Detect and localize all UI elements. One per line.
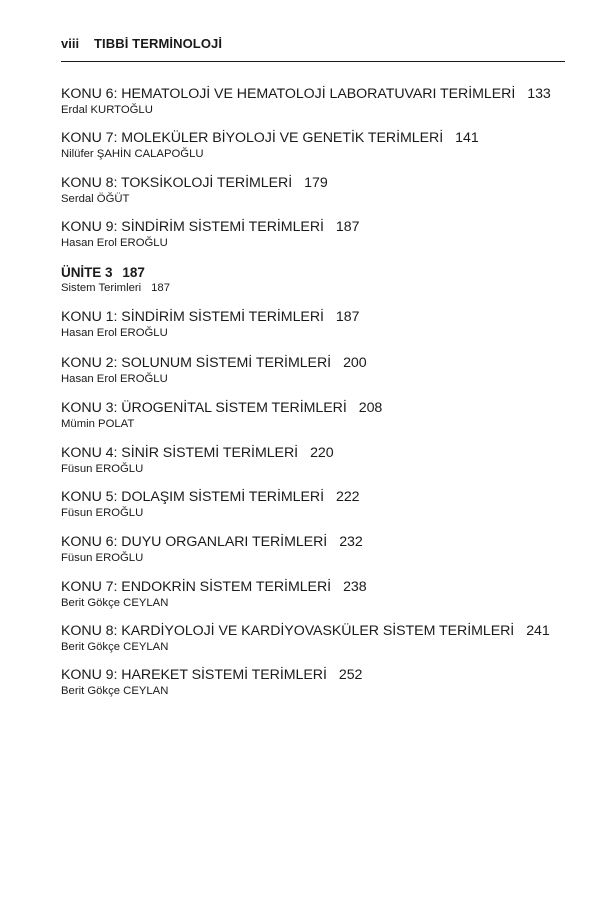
toc-entry-title: KONU 7: ENDOKRİN SİSTEM TERİMLERİ bbox=[61, 579, 332, 595]
toc-entry-title: KONU 6: HEMATOLOJİ VE HEMATOLOJİ LABORATUVARI TERİMLERİ bbox=[61, 86, 516, 102]
toc-entry-title: KONU 7: MOLEKÜLER BİYOLOJİ VE GENETİK TERİMLERİ bbox=[61, 130, 444, 146]
toc-entry-author: Nilüfer ŞAHİN CALAPOĞLU bbox=[61, 148, 204, 160]
toc-entry-title: KONU 1: SİNDİRİM SİSTEMİ TERİMLERİ bbox=[61, 309, 324, 325]
toc-entry[interactable] bbox=[61, 86, 581, 118]
toc-entry-author: Berit Gökçe CEYLAN bbox=[61, 685, 169, 697]
toc-entry-page: 179 bbox=[304, 175, 328, 191]
toc-entry-author: Füsun EROĞLU bbox=[61, 507, 144, 519]
toc-entry[interactable] bbox=[61, 130, 581, 162]
unit-title: ÜNİTE 3 bbox=[61, 265, 113, 280]
running-header bbox=[61, 36, 565, 62]
toc-entry[interactable] bbox=[61, 445, 581, 477]
toc-entry-title: KONU 9: HAREKET SİSTEMİ TERİMLERİ bbox=[61, 667, 327, 683]
toc-entry-title: KONU 8: TOKSİKOLOJİ TERİMLERİ bbox=[61, 175, 293, 191]
toc-entry-author: Füsun EROĞLU bbox=[61, 552, 144, 564]
toc-entry[interactable] bbox=[61, 489, 581, 521]
toc-entry-page: 141 bbox=[455, 130, 479, 146]
toc-entry-author: Hasan Erol EROĞLU bbox=[61, 373, 168, 385]
toc-entry[interactable] bbox=[61, 219, 581, 251]
toc-entry[interactable] bbox=[61, 579, 581, 611]
toc-entry[interactable] bbox=[61, 534, 581, 566]
toc-entry-page: 232 bbox=[339, 534, 363, 550]
toc-entry-author: Hasan Erol EROĞLU bbox=[61, 237, 168, 249]
toc-entry-title: KONU 3: ÜROGENİTAL SİSTEM TERİMLERİ bbox=[61, 400, 347, 416]
toc-entry-page: 222 bbox=[335, 489, 360, 505]
toc-entry-page: 252 bbox=[338, 667, 363, 683]
toc-entry-page: 208 bbox=[358, 400, 383, 416]
toc-entry-title: KONU 8: KARDİYOLOJİ VE KARDİYOVASKÜLER SİSTEM TERİMLERİ bbox=[61, 623, 515, 639]
toc-entry-title: KONU 6: DUYU ORGANLARI TERİMLERİ bbox=[61, 534, 328, 550]
toc-entry-author: Erdal KURTOĞLU bbox=[61, 104, 153, 116]
page-number: viii bbox=[61, 36, 80, 51]
toc-entry-author: Mümin POLAT bbox=[61, 418, 135, 430]
unit-subtitle-page: 187 bbox=[151, 282, 170, 294]
toc-entry[interactable] bbox=[61, 309, 581, 341]
unit-subtitle: Sistem Terimleri bbox=[61, 282, 142, 294]
toc-entry-page: 238 bbox=[343, 579, 367, 595]
toc-entry-page: 220 bbox=[310, 445, 334, 461]
toc-entry-author: Serdal ÖĞÜT bbox=[61, 193, 130, 205]
toc-entry[interactable] bbox=[61, 667, 581, 699]
toc-entry[interactable] bbox=[61, 400, 581, 432]
toc-entry-author: Berit Gökçe CEYLAN bbox=[61, 597, 169, 609]
toc-entry-author: Berit Gökçe CEYLAN bbox=[61, 641, 169, 653]
toc-entry-page: 200 bbox=[343, 355, 367, 371]
toc-entry-title: KONU 2: SOLUNUM SİSTEMİ TERİMLERİ bbox=[61, 355, 332, 371]
toc-entry-author: Hasan Erol EROĞLU bbox=[61, 327, 168, 339]
toc-entry-page: 187 bbox=[335, 309, 360, 325]
toc-entry[interactable] bbox=[61, 623, 581, 655]
toc-entry-title: KONU 4: SİNİR SİSTEMİ TERİMLERİ bbox=[61, 445, 299, 461]
toc-entry-page: 241 bbox=[526, 623, 550, 639]
toc-entry[interactable] bbox=[61, 355, 581, 387]
toc-entry-page: 187 bbox=[335, 219, 360, 235]
toc-entry-author: Füsun EROĞLU bbox=[61, 463, 144, 475]
book-title: TIBBİ TERMİNOLOJİ bbox=[94, 36, 223, 51]
toc-entry-page: 133 bbox=[527, 86, 551, 102]
toc-entry-title: KONU 9: SİNDİRİM SİSTEMİ TERİMLERİ bbox=[61, 219, 324, 235]
toc-entry[interactable] bbox=[61, 175, 581, 207]
toc-entry-title: KONU 5: DOLAŞIM SİSTEMİ TERİMLERİ bbox=[61, 489, 324, 505]
unit-page: 187 bbox=[122, 265, 145, 280]
unit-heading[interactable] bbox=[61, 264, 581, 296]
